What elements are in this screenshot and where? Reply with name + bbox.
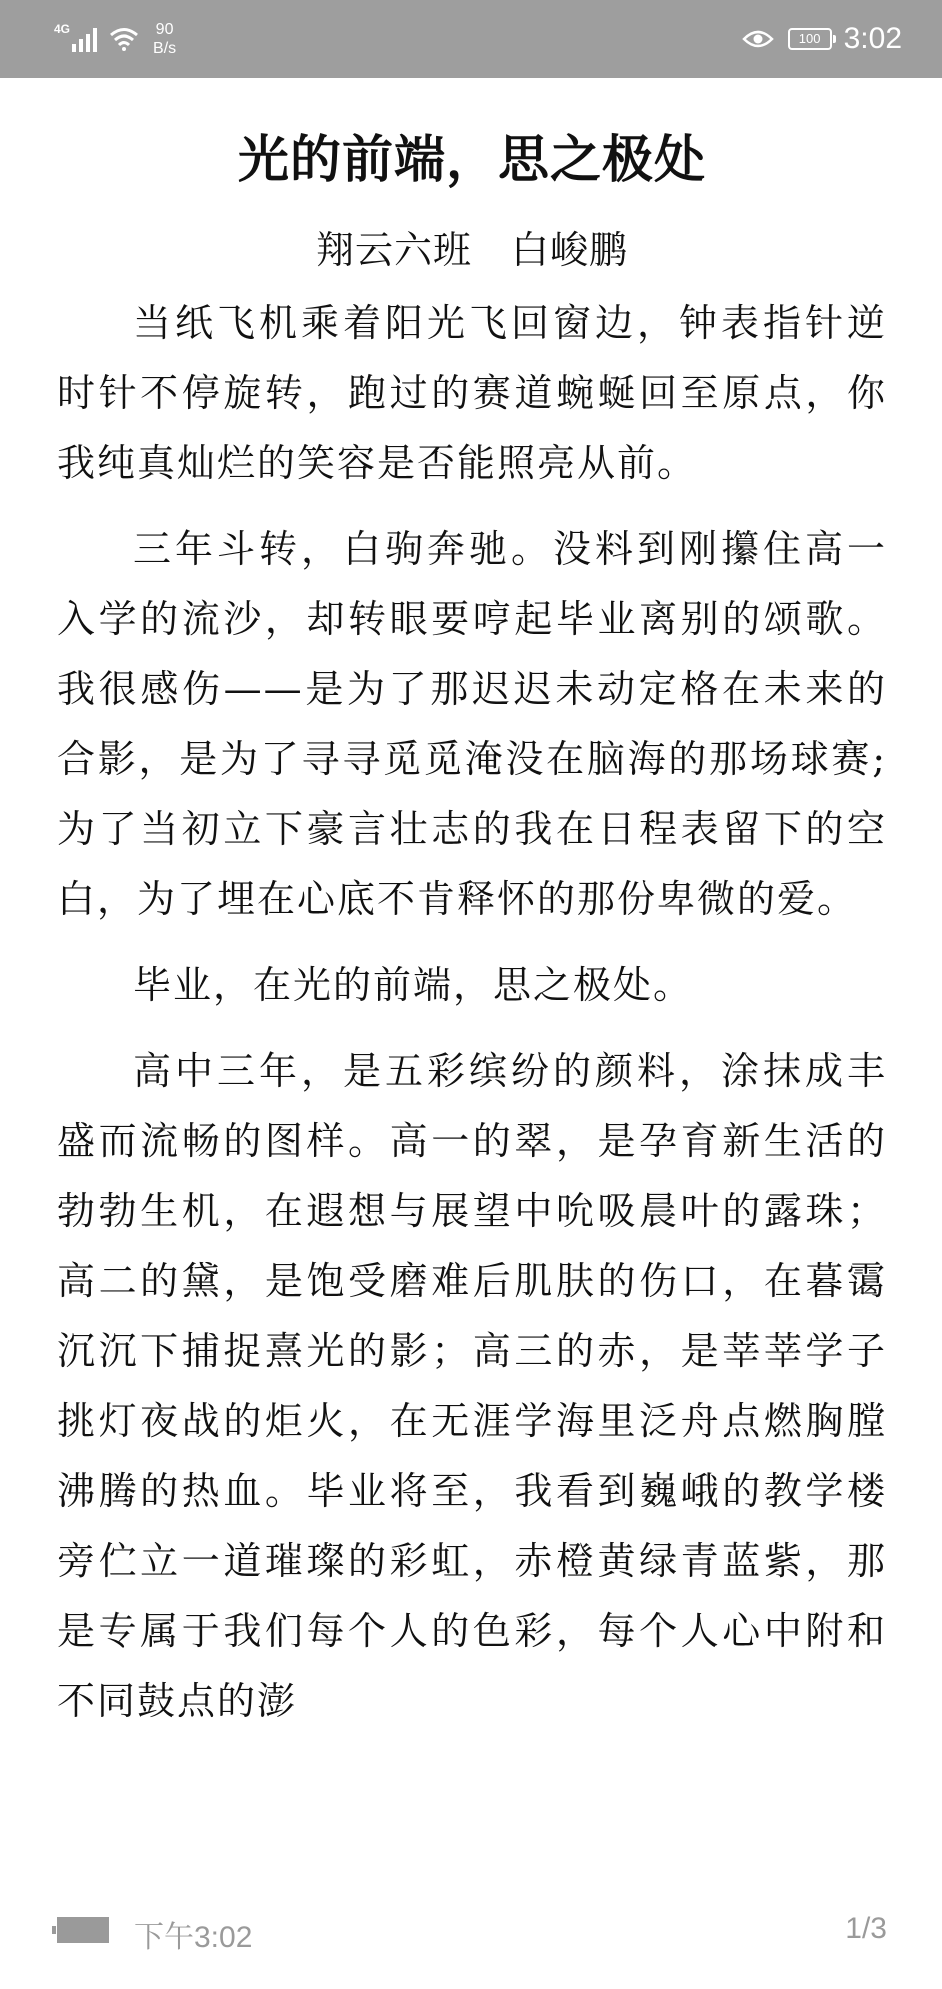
eye-comfort-icon [742,28,774,50]
network-speed-unit: B/s [153,40,177,57]
battery-icon [788,28,832,50]
footer-battery-icon [57,1917,109,1943]
paragraph: 高中三年，是五彩缤纷的颜料，涂抹成丰盛而流畅的图样。高一的翠，是孕育新生活的勃勃生机，在遐想与展望中吮吸晨叶的露珠；高二的黛，是饱受磨难后肌肤的伤口，在暮霭沉沉下捕捉熹光的影；高三的赤，是莘莘学子挑灯夜战的炬火，在无涯学海里泛舟点燃胸膛沸腾的热血。毕业将至，我看到巍峨的教学楼旁伫立一道璀璨的彩虹，赤橙黄绿青蓝紫，那是专属于我们每个人的色彩，每个人心中附和不同鼓点的澎 [57,1049,887,1723]
reader-footer [0,1900,942,1960]
network-speed [153,20,176,58]
battery-level: 100 [798,31,821,46]
reader-page[interactable] [57,118,887,1752]
wifi-icon [109,27,139,51]
network-type-label: 4G [54,22,71,36]
status-clock: 3:02 [843,22,902,55]
status-bar [0,0,942,78]
article-author: 翔云六班 白峻鹏 [315,228,628,272]
paragraph: 毕业，在光的前端，思之极处。 [133,963,694,1007]
page-indicator: 1/3 [845,1912,887,1945]
paragraph: 当纸飞机乘着阳光飞回窗边，钟表指针逆时针不停旋转，跑过的赛道蜿蜒回至原点，你我纯真灿烂的笑容是否能照亮从前。 [57,301,887,485]
signal-icon [72,26,97,52]
paragraph: 三年斗转，白驹奔驰。没料到刚攥住高一入学的流沙，却转眼要哼起毕业离别的颂歌。我很感伤——是为了那迟迟未动定格在未来的合影，是为了寻寻觅觅淹没在脑海的那场球赛;为了当初立下豪言壮志的我在日程表留下的空白，为了埋在心底不肯释怀的那份卑微的爱。 [57,527,887,921]
network-speed-value: 90 [155,21,174,38]
footer-time: 下午3:02 [134,1921,253,1954]
status-left-group [54,14,176,64]
article-title: 光的前端，思之极处 [237,130,706,190]
status-right-group [742,14,902,64]
